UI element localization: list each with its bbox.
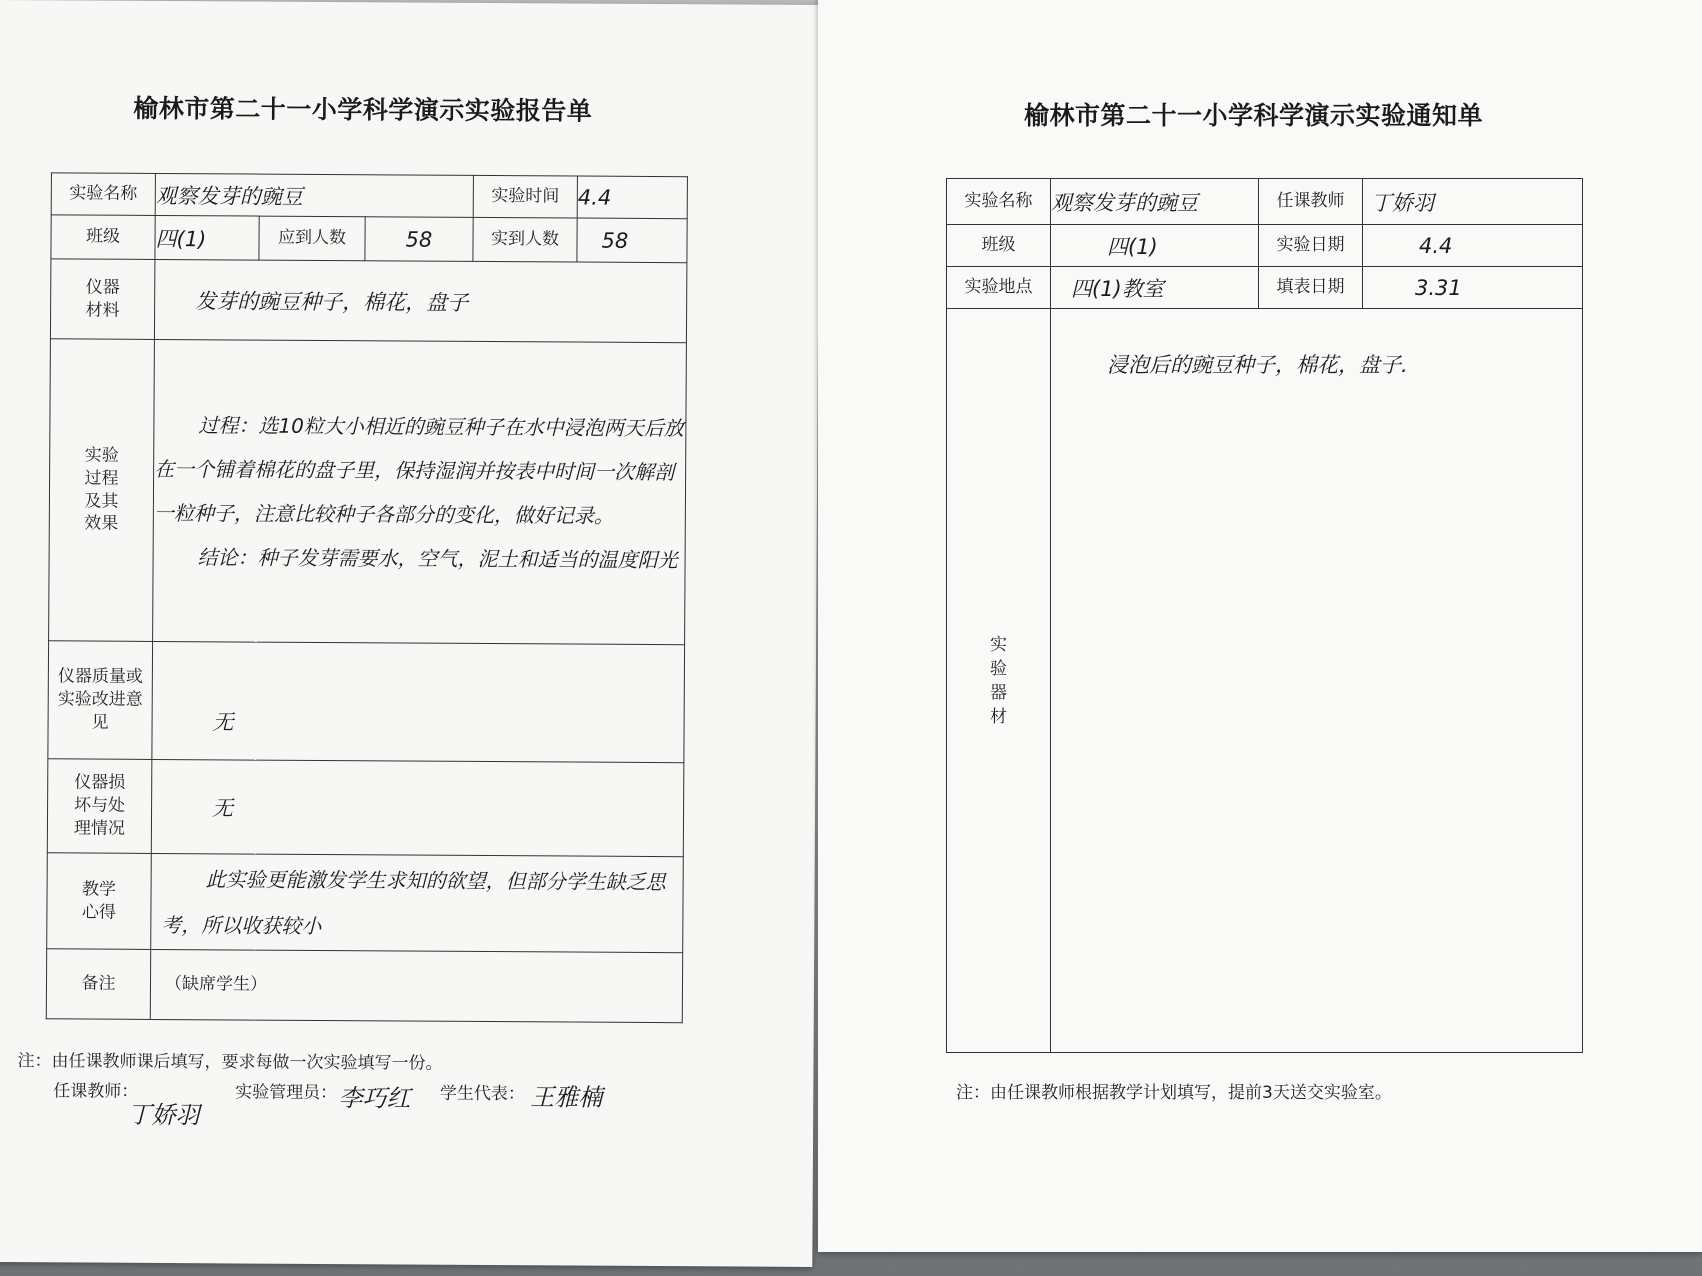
report-note: 注：由任课教师课后填写，要求每做一次实验填写一份。 [17, 1051, 443, 1074]
notice-teacher-value: 丁娇羽 [1363, 179, 1583, 225]
report-process-cell [153, 339, 687, 644]
admin-signature: 李巧红 [338, 1084, 411, 1113]
notice-name-label: 实验名称 [947, 179, 1051, 225]
report-materials-value: 发芽的豌豆种子，棉花，盘子 [154, 259, 686, 342]
report-title: 榆林市第二十一小学科学演示实验报告单 [133, 93, 593, 126]
notice-table [946, 178, 1583, 1053]
notice-sheet [818, 0, 1702, 1252]
report-reflection-cell [151, 853, 684, 952]
notice-class-value: 四(1) [1051, 225, 1259, 267]
report-sheet [0, 0, 820, 1267]
notice-filldate-value: 3.31 [1363, 267, 1583, 309]
report-signature-row [53, 1068, 603, 1130]
notice-equipment-value: 浸泡后的豌豆种子，棉花，盘子. [1051, 309, 1583, 1053]
report-time-value: 4.4 [577, 176, 687, 219]
report-reflection-value: 此实验更能激发学生求知的欲望，但部分学生缺乏思考，所以收获较小 [161, 866, 666, 938]
notice-class-label: 班级 [947, 225, 1051, 267]
notice-equipment-label-cell [947, 309, 1051, 1053]
notice-note: 注：由任课教师根据教学计划填写，提前3天送交实验室。 [956, 1083, 1392, 1103]
notice-filldate-label: 填表日期 [1259, 267, 1363, 309]
report-process-text [154, 402, 686, 537]
report-process-step: 过程：选10粒大小相近的豌豆种子在水中浸泡两天后放在一个铺着棉花的盘子里，保持湿润并按表中时间一次解剖一粒种子，注意比较种子各部分的变化，做好记录。 [153, 412, 684, 528]
notice-equipment-label: 实验器材 [990, 634, 1007, 727]
report-class-label: 班级 [51, 215, 155, 260]
report-remarks-value: （缺席学生） [150, 949, 682, 1022]
report-damage-value: 无 [151, 759, 684, 856]
report-name-value: 观察发芽的豌豆 [155, 173, 473, 217]
report-conclusion-text: 结论：种子发芽需要水，空气，泥土和适当的温度阳光 [197, 544, 678, 572]
notice-teacher-label: 任课教师 [1259, 179, 1363, 225]
report-process-conclusion [153, 534, 684, 581]
report-materials-label: 仪器材料 [50, 259, 154, 340]
report-reflection-label: 教学心得 [47, 853, 152, 950]
notice-date-value: 4.4 [1363, 225, 1583, 267]
report-name-label: 实验名称 [51, 173, 155, 216]
admin-sig-label: 实验管理员： [235, 1082, 338, 1104]
report-expected-value: 58 [365, 217, 473, 262]
report-table [46, 172, 688, 1023]
teacher-signature: 丁娇羽 [127, 1100, 200, 1130]
report-time-label: 实验时间 [473, 175, 577, 218]
notice-name-value: 观察发芽的豌豆 [1051, 179, 1259, 225]
report-quality-label: 仪器质量或实验改进意见 [48, 641, 153, 760]
report-remarks-label: 备注 [46, 949, 150, 1020]
report-process-label: 实验过程及其效果 [49, 339, 155, 642]
report-actual-value: 58 [577, 218, 687, 263]
report-actual-label: 实到人数 [473, 217, 577, 262]
teacher-sig-label: 任课教师： [53, 1081, 139, 1102]
student-sig-label: 学生代表： [439, 1083, 526, 1105]
report-damage-label: 仪器损坏与处理情况 [47, 759, 152, 854]
report-class-value: 四(1) [155, 215, 259, 260]
student-signature: 王雅楠 [530, 1083, 603, 1112]
notice-date-label: 实验日期 [1259, 225, 1363, 267]
notice-title: 榆林市第二十一小学科学演示实验通知单 [1024, 101, 1484, 130]
notice-location-label: 实验地点 [947, 267, 1051, 309]
report-expected-label: 应到人数 [259, 216, 365, 261]
report-quality-value: 无 [152, 641, 685, 762]
notice-location-value: 四(1)教室 [1051, 267, 1259, 309]
